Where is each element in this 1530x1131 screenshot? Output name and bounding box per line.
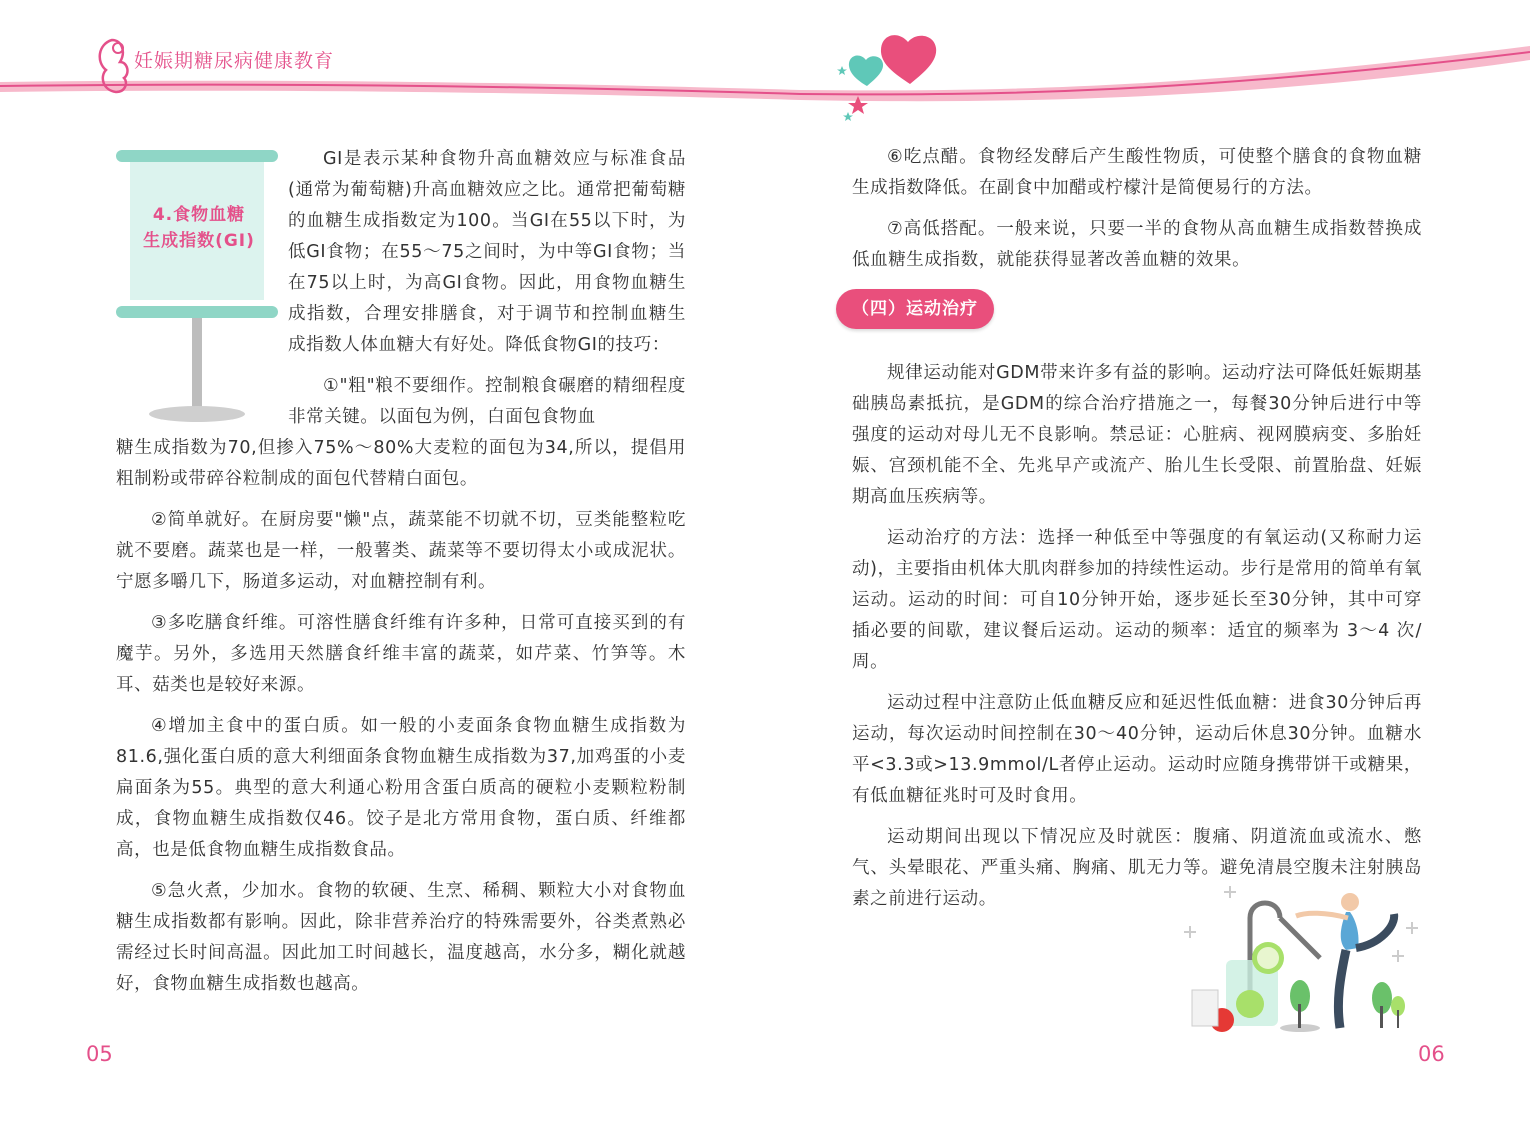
tip-1-continued: 糖生成指数为70,但掺入75%～80%大麦粒的面包为34,所以，提倡用粗制粉或带碎谷粒制成的面包代替精白面包。 <box>116 438 686 489</box>
tip-4-paragraph: ④增加主食中的蛋白质。如一般的小麦面条食物血糖生成指数为81.6,强化蛋白质的意大利细面条食物血糖生成指数为37,加鸡蛋的小麦扁面条为55。典型的意大利通心粉用含蛋白质高的硬粒小麦颗粒粉制成，食物血糖生成指数仅46。饺子是北方常用食物，蛋白质、纤维都高，也是低食物血糖生成指数食品。 <box>116 716 686 860</box>
gi-intro-block <box>288 144 686 433</box>
page-number-left: 05 <box>86 1042 113 1066</box>
page-number-right: 06 <box>1418 1042 1445 1066</box>
exercise-section <box>852 358 1422 915</box>
tip-5-paragraph: ⑤急火煮，少加水。食物的软硬、生烹、稀稠、颗粒大小对食物血糖生成指数都有影响。因此，除非营养治疗的特殊需要外，谷类煮熟必需经过长时间高温。因此加工时间越长，温度越高，水分多，糊化就越好，食物血糖生成指数也越高。 <box>116 881 686 994</box>
gi-heading-line-2: 生成指数(GI) <box>143 231 255 251</box>
page-header <box>0 0 1530 130</box>
left-column <box>116 144 686 1000</box>
gi-heading-line-1: 4.食物血糖 <box>152 205 246 225</box>
exercise-caution-paragraph: 运动过程中注意防止低血糖反应和延迟性低血糖：进食30分钟后再运动，每次运动时间控制在30～40分钟，运动后休息30分钟。血糖水平<3.3或>13.9mmol/L者停止运动。运动时应随身携带饼干或糖果，有低血糖征兆时可及时食用。 <box>852 693 1422 806</box>
exercise-method-paragraph: 运动治疗的方法：选择一种低至中等强度的有氧运动(又称耐力运动)，主要指由机体大肌肉群参加的持续性运动。步行是常用的简单有氧运动。运动的时间：可自10分钟开始，逐步延长至30分钟，其中可穿插必要的间歇，建议餐后运动。运动的频率：适宜的频率为 3～4 次/周。 <box>852 528 1422 672</box>
tree-icons <box>1290 980 1405 1028</box>
header-title: 妊娠期糖尿病健康教育 <box>134 50 335 72</box>
tip-6-paragraph: ⑥吃点醋。食物经发酵后产生酸性物质，可使整个膳食的食物血糖生成指数降低。在副食中加醋或柠檬汁是简便易行的方法。 <box>852 147 1422 198</box>
gi-intro-paragraph: GI是表示某种食物升高血糖效应与标准食品(通常为葡萄糖)升高血糖效应之比。通常把葡萄糖的血糖生成指数定为100。当GI在55以下时，为低GI食物；在55～75之间时，为中等GI食物；当在75以上时，为高GI食物。因此，用食物血糖生成指数，合理安排膳食，对于调节和控制血糖生成指数人体血糖大有好处。降低食物GI的技巧： <box>288 149 686 355</box>
exercise-warning-paragraph: 运动期间出现以下情况应及时就医：腹痛、阴道流血或流水、憋气、头晕眼花、严重头痛、胸痛、肌无力等。避免清晨空腹未注射胰岛素之前进行运动。 <box>852 827 1422 909</box>
section-title-badge: （四）运动治疗 <box>836 289 994 329</box>
tip-7-paragraph: ⑦高低搭配。一般来说，只要一半的食物从高血糖生成指数替换成低血糖生成指数，就能获得显著改善血糖的效果。 <box>852 219 1422 270</box>
tip-1-first-line: ①"粗"粮不要细作。控制粮食碾磨的精细程度非常关键。以面包为例，白面包食物血 <box>288 376 686 427</box>
exercise-intro-paragraph: 规律运动能对GDM带来许多有益的影响。运动疗法可降低妊娠期基础胰岛素抵抗，是GDM的综合治疗措施之一，每餐30分钟后进行中等强度的运动对母儿无不良影响。禁忌证：心脏病、视网膜病变、多胎妊娠、宫颈机能不全、先兆早产或流产、胎儿生长受限、前置胎盘、妊娠期高血压疾病等。 <box>852 363 1422 507</box>
right-column <box>852 142 1422 276</box>
tip-3-paragraph: ③多吃膳食纤维。可溶性膳食纤维有许多种，日常可直接买到的有魔芋。另外，多选用天然膳食纤维丰富的蔬菜，如芹菜、竹笋等。木耳、菇类也是较好来源。 <box>116 613 686 695</box>
yoga-woman-illustration-icon <box>1150 878 1430 1038</box>
hearts-icon <box>837 35 936 121</box>
tip-2-paragraph: ②简单就好。在厨房要"懒"点，蔬菜能不切就不切，豆类能整粒吃就不要磨。蔬菜也是一样，一般薯类、蔬菜等不要切得太小或成泥状。宁愿多嚼几下，肠道多运动，对血糖控制有利。 <box>116 510 686 592</box>
